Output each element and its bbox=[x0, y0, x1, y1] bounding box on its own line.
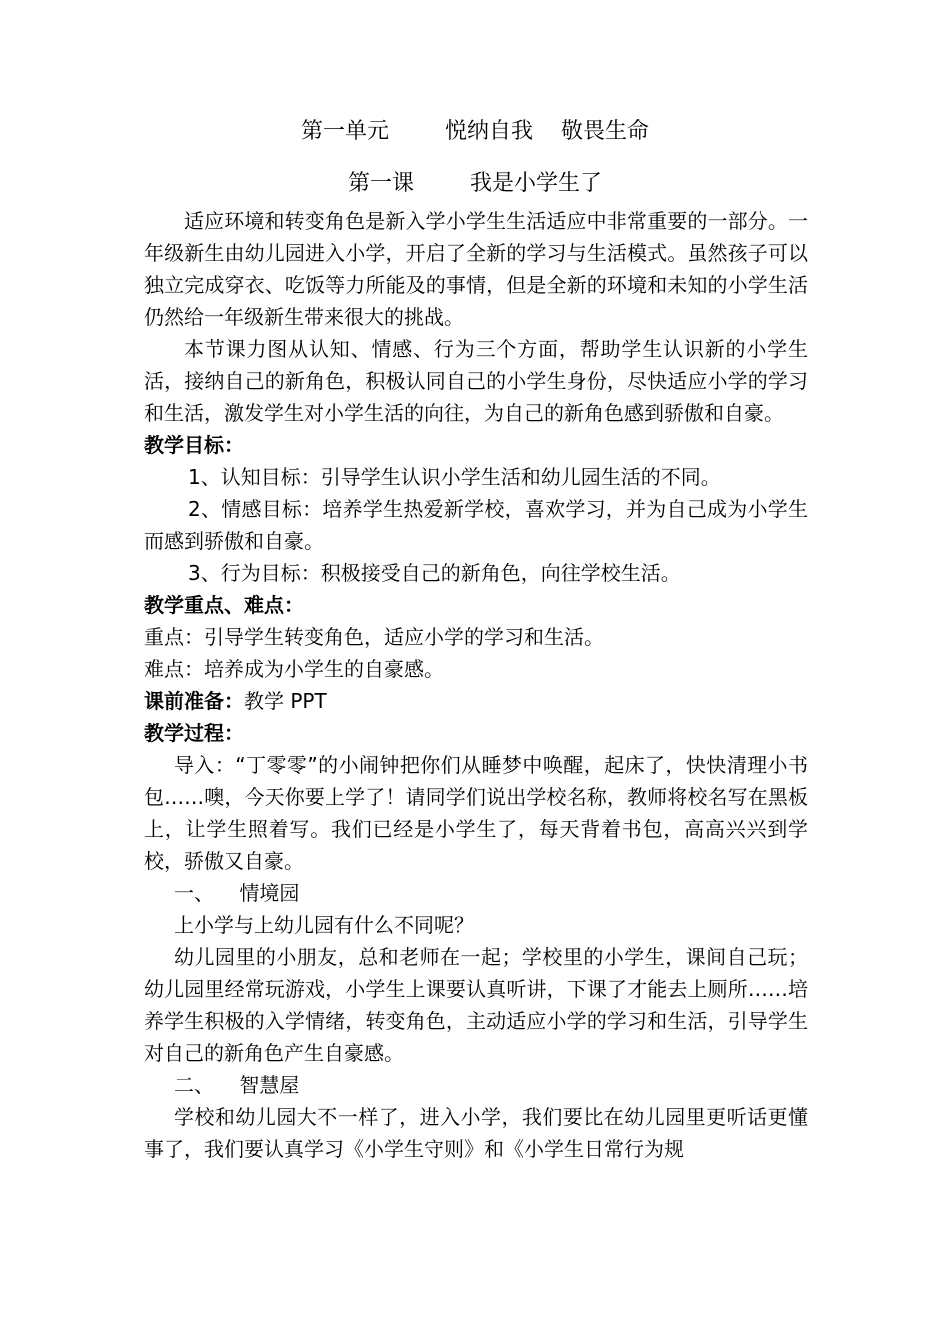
key-point-focus: 重点：引导学生转变角色，适应小学的学习和生活。 bbox=[144, 625, 604, 649]
lead-in-paragraph: 导入：“丁零零”的小闹钟把你们从睡梦中唤醒，起床了，快快清理小书包……噢，今天你要上学了！请同学们说出学校名称，教师将校名写在黑板上，让学生照着写。我们已经是小学生了，每天背着书包，高高兴兴到学校，骄傲又自豪。 bbox=[144, 753, 808, 873]
intro-paragraph-2: 本节课力图从认知、情感、行为三个方面，帮助学生认识新的小学生活，接纳自己的新角色，积极认同自己的小学生身份，尽快适应小学的学习和生活，激发学生对小学生活的向往，为自己的新角色感到骄傲和自豪。 bbox=[144, 337, 808, 425]
section-1-question: 上小学与上幼儿园有什么不同呢？ bbox=[174, 913, 474, 937]
preparation-line bbox=[144, 685, 808, 717]
intro-paragraph-1: 适应环境和转变角色是新入学小学生生活适应中非常重要的一部分。一年级新生由幼儿园进入小学，开启了全新的学习与生活模式。虽然孩子可以独立完成穿衣、吃饭等力所能及的事情，但是全新的环境和未知的小学生活仍然给一年级新生带来很大的挑战。 bbox=[144, 209, 808, 329]
lesson-title: 第一课 我是小学生了 bbox=[348, 171, 602, 196]
key-points-heading: 教学重点、难点： bbox=[144, 593, 304, 617]
goal-item-behavioral: 3、行为目标：积极接受自己的新角色，向往学校生活。 bbox=[188, 561, 681, 585]
unit-title: 第一单元 悦纳自我 敬畏生命 bbox=[301, 119, 649, 144]
section-1-title: 一、 情境园 bbox=[174, 881, 300, 905]
preparation-heading: 课前准备： bbox=[144, 689, 244, 713]
document-body bbox=[144, 205, 808, 1165]
section-2-title: 二、 智慧屋 bbox=[174, 1073, 300, 1097]
section-2-content: 学校和幼儿园大不一样了，进入小学，我们要比在幼儿园里更听话更懂事了，我们要认真学习《小学生守则》和《小学生日常行为规 bbox=[144, 1105, 808, 1161]
goal-item-cognitive: 1、认知目标：引导学生认识小学生活和幼儿园生活的不同。 bbox=[188, 465, 721, 489]
key-point-difficulty: 难点：培养成为小学生的自豪感。 bbox=[144, 657, 444, 681]
preparation-value: 教学 PPT bbox=[244, 689, 327, 713]
section-1-content: 幼儿园里的小朋友，总和老师在一起；学校里的小学生，课间自己玩；幼儿园里经常玩游戏，小学生上课要认真听讲，下课了才能去上厕所……培养学生积极的入学情绪，转变角色，主动适应小学的学习和生活，引导学生对自己的新角色产生自豪感。 bbox=[144, 945, 808, 1065]
goals-heading: 教学目标： bbox=[144, 433, 244, 457]
process-heading: 教学过程： bbox=[144, 721, 244, 745]
goal-item-emotional: 2、情感目标：培养学生热爱新学校，喜欢学习，并为自己成为小学生而感到骄傲和自豪。 bbox=[144, 497, 808, 553]
